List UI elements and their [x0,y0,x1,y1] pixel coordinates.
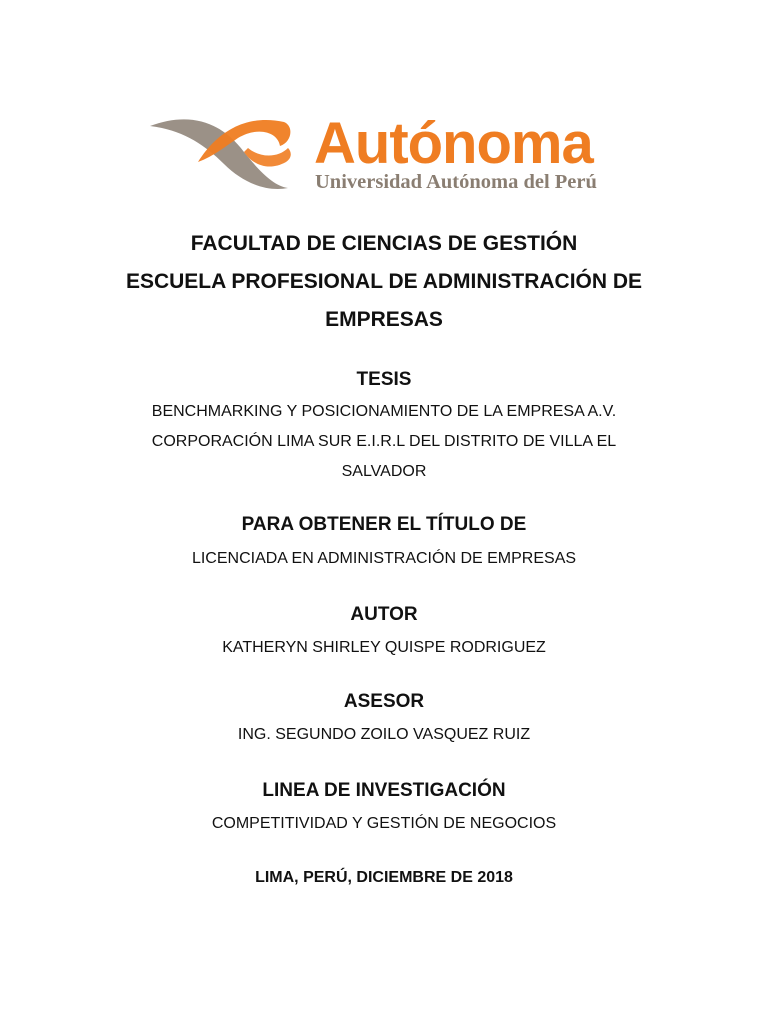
research-line-value: COMPETITIVIDAD Y GESTIÓN DE NEGOCIOS [211,815,557,832]
author-name: KATHERYN SHIRLEY QUISPE RODRIGUEZ [222,639,546,656]
logo-name: Autónoma [314,111,593,176]
author-heading: AUTOR [350,604,418,625]
research-line-heading: LINEA DE INVESTIGACIÓN [262,780,506,801]
school-line: ESCUELA PROFESIONAL DE ADMINISTRACIÓN DE [125,270,643,293]
swoosh-logo-icon [148,112,293,192]
degree-value: LICENCIADA EN ADMINISTRACIÓN DE EMPRESAS [191,550,577,567]
thesis-title-line: BENCHMARKING Y POSICIONAMIENTO DE LA EMPRESA A.V. [151,403,617,420]
thesis-title-line: SALVADOR [341,463,427,480]
faculty-line: FACULTAD DE CIENCIAS DE GESTIÓN [190,232,578,255]
advisor-heading: ASESOR [343,691,425,712]
thesis-title [0,397,768,487]
university-logo [148,112,628,198]
school-line-continued: EMPRESAS [325,308,443,331]
thesis-heading: TESIS [356,369,412,390]
advisor-name: ING. SEGUNDO ZOILO VASQUEZ RUIZ [237,726,531,743]
faculty-block [0,225,768,339]
logo-subtitle: Universidad Autónoma del Perú [315,171,597,193]
degree-heading: PARA OBTENER EL TÍTULO DE [241,514,527,535]
thesis-title-line: CORPORACIÓN LIMA SUR E.I.R.L DEL DISTRITO DE VILLA EL [151,433,617,450]
place-date: LIMA, PERÚ, DICIEMBRE DE 2018 [255,869,513,886]
